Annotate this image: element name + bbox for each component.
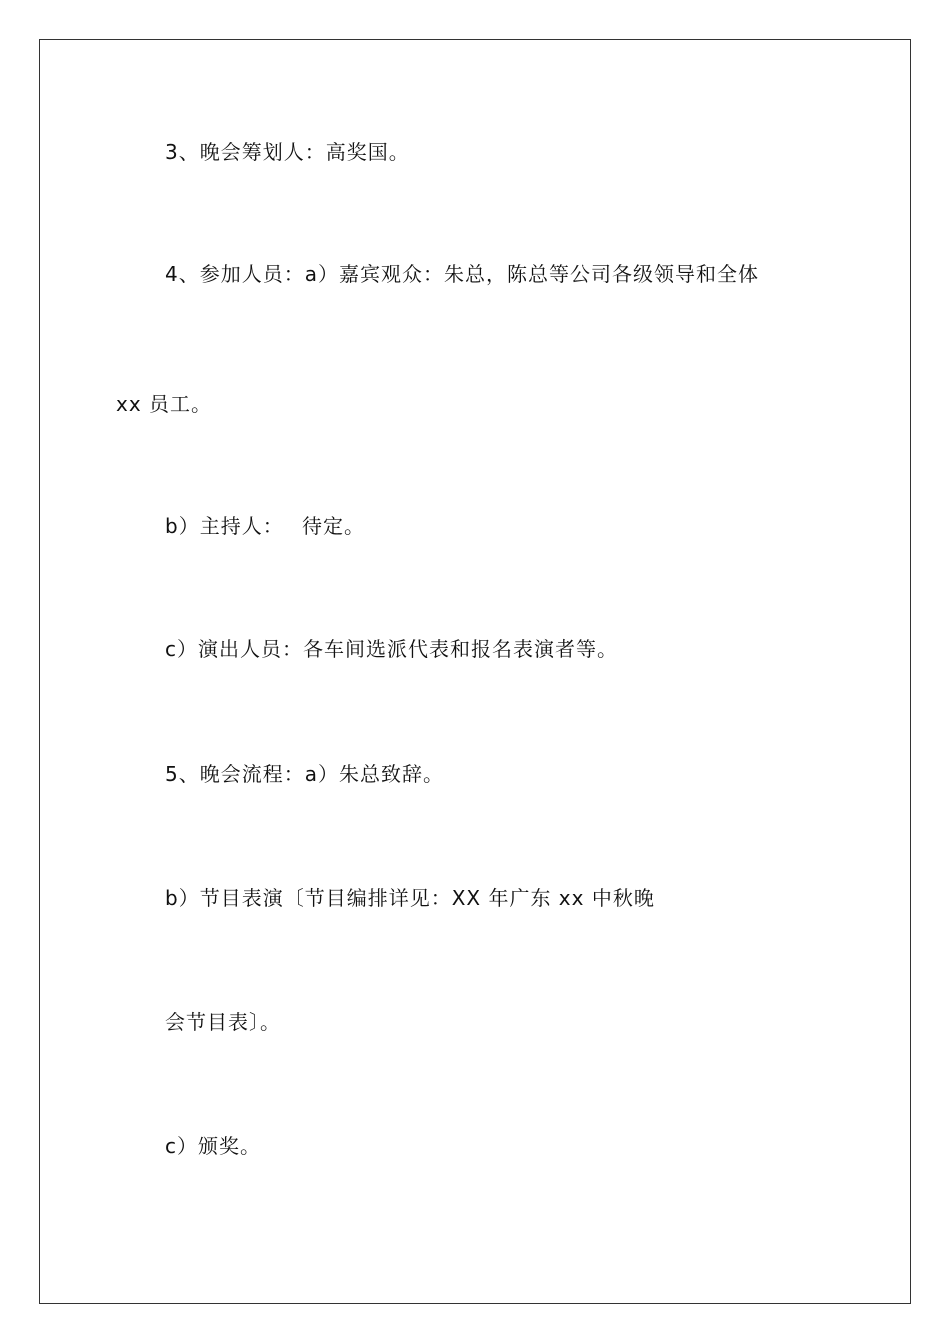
performance-line: b）节目表演〔节目编排详见：XX 年广东 xx 中秋晚 xyxy=(165,886,655,910)
participants-line: 4、参加人员：a）嘉宾观众：朱总，陈总等公司各级领导和全体 xyxy=(165,262,759,286)
awards-line: c）颁奖。 xyxy=(165,1134,261,1158)
program-flow-line: 5、晚会流程：a）朱总致辞。 xyxy=(165,762,444,786)
performers-line: c）演出人员：各车间选派代表和报名表演者等。 xyxy=(165,637,618,661)
host-line: b）主持人： 待定。 xyxy=(165,514,366,538)
planner-line: 3、晚会筹划人：高奖国。 xyxy=(165,140,410,164)
page-frame xyxy=(39,39,911,1304)
performance-line-continued: 会节目表〕。 xyxy=(165,1010,281,1034)
participants-line-continued: xx 员工。 xyxy=(116,392,213,416)
